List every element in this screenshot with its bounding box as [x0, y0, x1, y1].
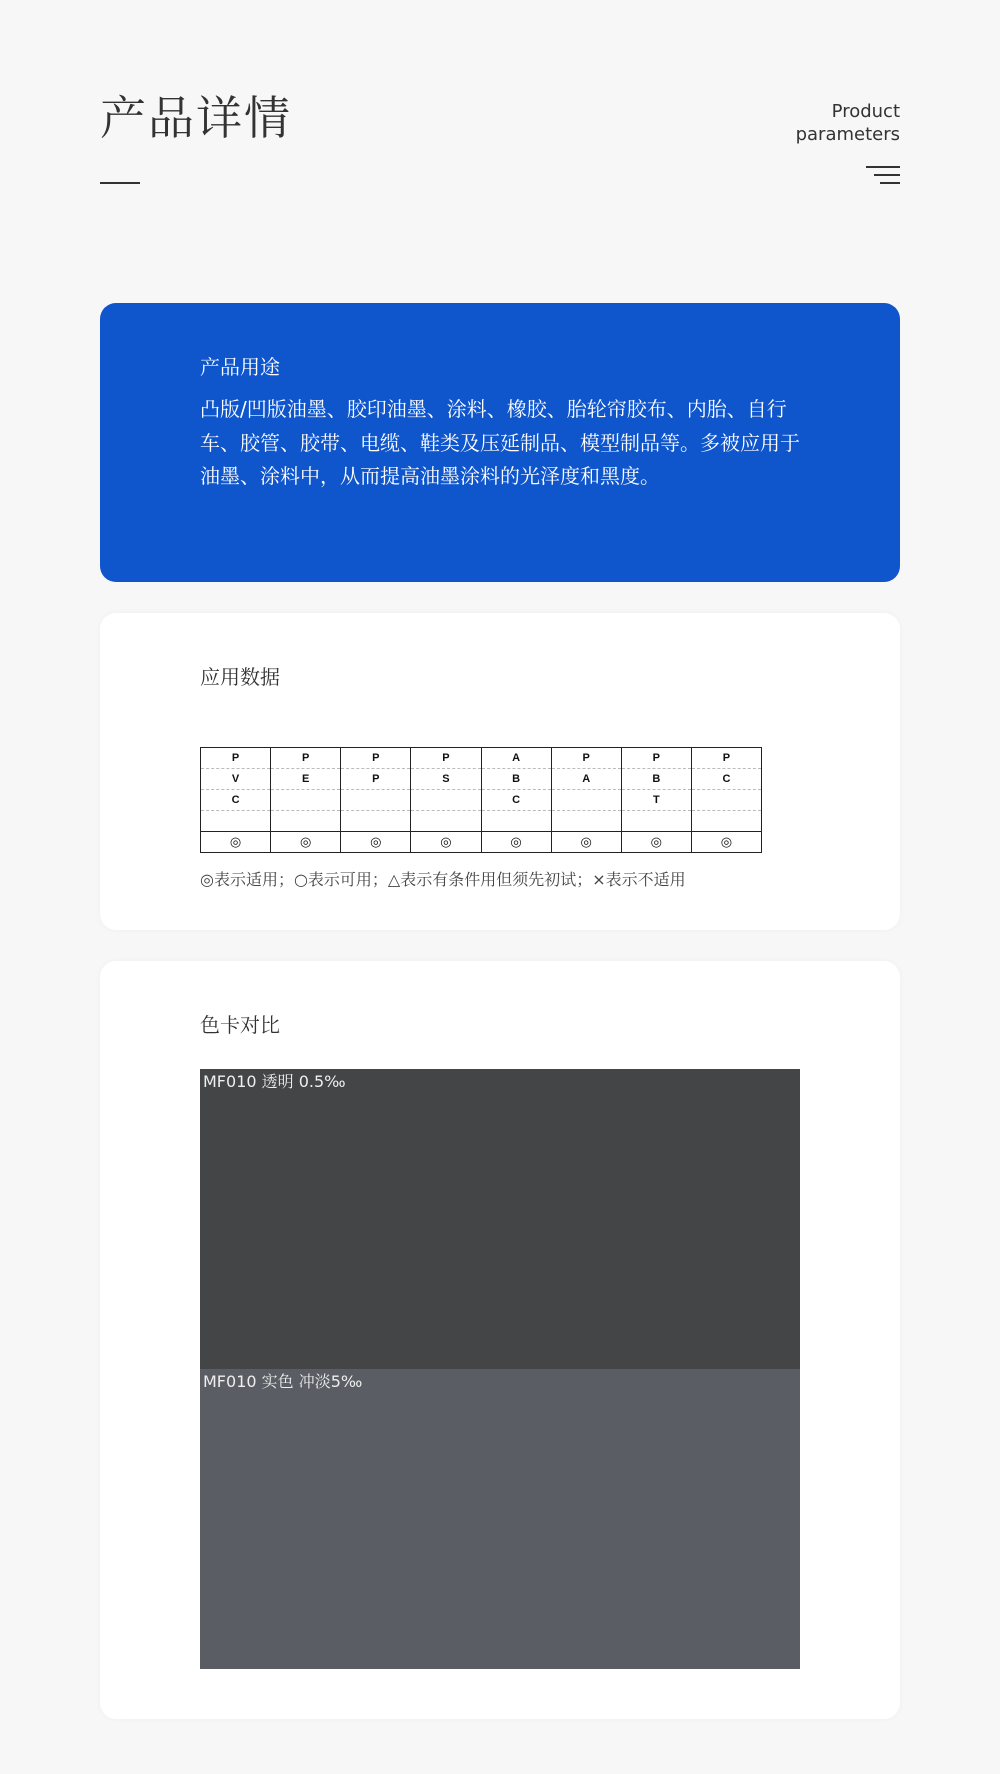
application-table [200, 747, 762, 853]
table-cell: B [481, 769, 551, 790]
table-cell: P [341, 769, 411, 790]
table-cell [551, 790, 621, 811]
table-cell [271, 790, 341, 811]
table-cell: A [551, 769, 621, 790]
table-cell [691, 790, 761, 811]
table-cell: A [481, 748, 551, 769]
table-cell: P [691, 748, 761, 769]
suitability-mark: ◎ [411, 832, 481, 853]
color-swatch-tint [200, 1369, 800, 1669]
table-cell [481, 811, 551, 832]
suitability-mark: ◎ [481, 832, 551, 853]
table-cell [341, 811, 411, 832]
table-row [201, 811, 762, 832]
subtitle-line-2: parameters [795, 124, 900, 145]
table-cell: S [411, 769, 481, 790]
suitability-mark: ◎ [201, 832, 271, 853]
table-cell [411, 811, 481, 832]
color-swatch-transparent [200, 1069, 800, 1369]
table-cell [691, 811, 761, 832]
table-cell: C [691, 769, 761, 790]
table-cell: B [621, 769, 691, 790]
table-cell: P [271, 748, 341, 769]
table-row [201, 769, 762, 790]
table-cell: E [271, 769, 341, 790]
table-cell: C [201, 790, 271, 811]
table-cell [551, 811, 621, 832]
application-heading: 应用数据 [200, 665, 280, 689]
table-cell: T [621, 790, 691, 811]
table-cell: P [341, 748, 411, 769]
suitability-mark: ◎ [621, 832, 691, 853]
page-subtitle [796, 100, 900, 146]
table-cell [621, 811, 691, 832]
page-header [100, 88, 900, 198]
table-cell [271, 811, 341, 832]
table-cell [411, 790, 481, 811]
table-cell: C [481, 790, 551, 811]
table-cell [341, 790, 411, 811]
table-cell: P [551, 748, 621, 769]
usage-card [100, 303, 900, 582]
suitability-mark: ◎ [691, 832, 761, 853]
application-card [100, 613, 900, 930]
color-card-heading: 色卡对比 [200, 1013, 280, 1037]
table-cell: V [201, 769, 271, 790]
usage-heading: 产品用途 [200, 355, 280, 379]
table-row [201, 790, 762, 811]
swatch-label: MF010 实色 冲淡5‰ [203, 1372, 363, 1391]
table-cell: P [411, 748, 481, 769]
swatch-label: MF010 透明 0.5‰ [203, 1072, 346, 1091]
table-cell: P [201, 748, 271, 769]
usage-text: 凸版/凹版油墨、胶印油墨、涂料、橡胶、胎轮帘胶布、内胎、自行车、胶管、胶带、电缆、鞋类及压延制品、模型制品等。多被应用于油墨、涂料中，从而提高油墨涂料的光泽度和黑度。 [200, 397, 800, 488]
color-card [100, 961, 900, 1719]
title-underline [100, 182, 140, 184]
application-legend: ◎表示适用；○表示可用；△表示有条件用但须先初试；×表示不适用 [200, 870, 686, 889]
table-cell [201, 811, 271, 832]
suitability-mark: ◎ [341, 832, 411, 853]
page-title: 产品详情 [100, 91, 292, 145]
table-row-marks [201, 832, 762, 853]
suitability-mark: ◎ [551, 832, 621, 853]
table-cell: P [621, 748, 691, 769]
menu-icon[interactable] [866, 166, 900, 188]
subtitle-line-1: Product [831, 101, 900, 122]
table-row [201, 748, 762, 769]
suitability-mark: ◎ [271, 832, 341, 853]
